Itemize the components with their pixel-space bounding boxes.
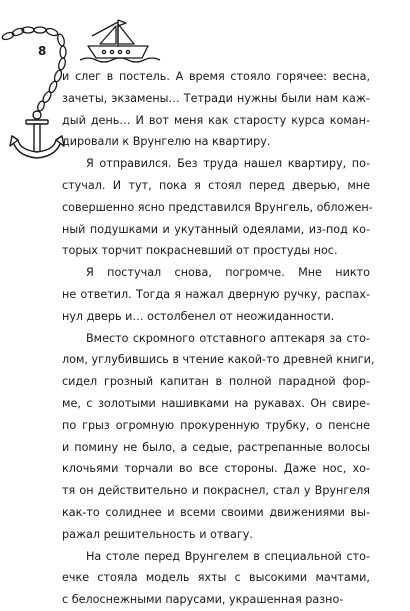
text-line: как-то солиднее и всеми своими движениями вы- (62, 505, 370, 519)
sailboat-icon (80, 20, 160, 62)
text-line: Я отправился. Без труда нашел квартиру, по- (86, 157, 370, 171)
paragraph (62, 328, 375, 546)
paragraph (62, 546, 370, 611)
page-number: 8 (38, 44, 47, 58)
text-line: Я постучал снова, погромче. Мне никто (86, 266, 370, 280)
paragraph (62, 153, 373, 262)
anchor-icon (10, 111, 64, 158)
text-line: дировали к Врунгелю на квартиру. (62, 135, 271, 149)
text-line: и слег в постель. А время стояло горячее: весна, (62, 70, 370, 83)
text-line: нул дверь и… остолбенел от неожиданности. (62, 309, 335, 323)
page-text (62, 66, 375, 611)
text-line: ный подушками и укутанный одеялами, из-под ко- (62, 222, 370, 236)
text-line: по грыз огромную прокуренную трубку, о пенсне (62, 418, 370, 432)
chain-icon (1, 27, 66, 112)
text-line: лом, углубившись в чтение какой-то древней книги, (62, 353, 375, 367)
text-line: совершенно ясно представился Врунгель, обложен- (62, 200, 373, 214)
paragraph (62, 66, 370, 153)
text-line: Вместо скромного отставного аптекаря за сто- (86, 331, 370, 345)
text-line: сидел грозный капитан в полной парадной фор- (62, 375, 370, 389)
text-line: тя он действительно и покраснел, стал у Врунгеля (62, 484, 370, 498)
text-line: клочьями торчали во все стороны. Даже нос, хо- (62, 462, 370, 476)
text-line: зачеты, экзамены… Тетради нужны были нам каж- (62, 91, 370, 105)
text-line: ечке стояла модель яхты с высокими мачтами, (62, 571, 370, 585)
text-line: с белоснежными парусами, украшенная разно- (62, 593, 344, 607)
text-line: торых торчит покрасневший от простуды нос. (62, 244, 338, 258)
text-line: дый день… И вот меня как старосту курса коман- (62, 113, 370, 127)
paragraph (62, 262, 370, 327)
text-line: ме, с золотыми нашивками на рукавах. Он свире- (62, 396, 370, 410)
text-line: и помину не было, а седые, растрепанные волосы (62, 440, 370, 454)
text-line: не ответил. Тогда я нажал дверную ручку, распах- (62, 287, 370, 301)
text-line: ражал решительность и отвагу. (62, 527, 253, 541)
text-line: На столе перед Врунгелем в специальной сто- (86, 549, 370, 563)
text-line: стучал. И тут, пока я стоял перед дверью, мне (62, 178, 370, 192)
